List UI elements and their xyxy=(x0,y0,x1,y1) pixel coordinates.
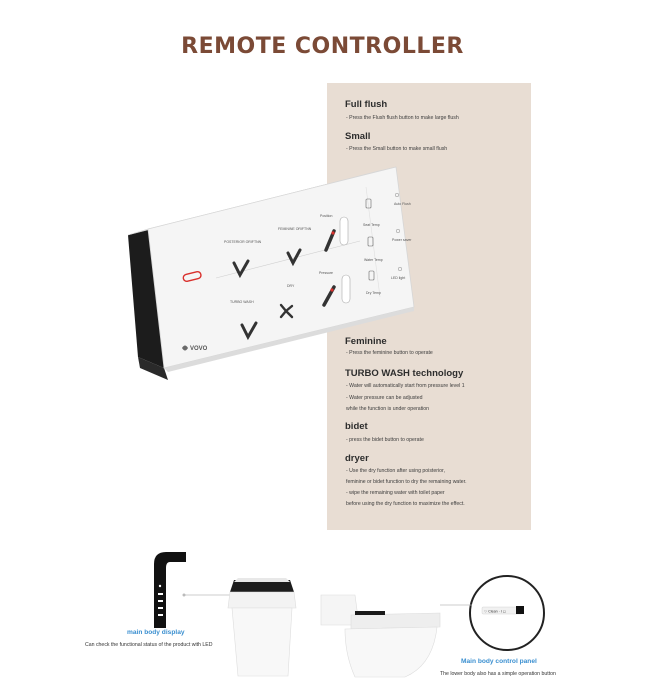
control-panel-zoom xyxy=(468,574,546,652)
label-power-saver: Power saver xyxy=(392,238,412,242)
page-title: REMOTE CONTROLLER xyxy=(181,34,464,59)
label-turbo-wash: TURBO WASH xyxy=(230,300,254,304)
section-line: - Press the Flush flush button to make large flush xyxy=(346,115,459,121)
label-water-temp: Water Temp xyxy=(364,258,383,262)
label-dry-temp: Dry Temp xyxy=(366,291,381,295)
label-seat-temp: Seat Temp xyxy=(363,223,380,227)
section-line: - wipe the remaining water with toilet paper xyxy=(346,490,445,496)
section-heading-feminine: Feminine xyxy=(345,336,387,347)
section-heading-bidet: bidet xyxy=(345,421,368,432)
label-auto-flush: Auto Flush xyxy=(394,202,411,206)
caption-control-panel-title: Main body control panel xyxy=(461,658,537,665)
label-feminine: FEMININE ORIFTNN xyxy=(278,227,312,231)
caption-control-panel-desc: The lower body also has a simple operation button xyxy=(440,671,556,677)
remote-controller-drawing xyxy=(128,165,418,393)
section-heading-turbo-wash: TURBO WASH technology xyxy=(345,368,464,379)
toilet-front-image xyxy=(224,568,304,678)
label-led-light: LED light xyxy=(391,276,406,280)
section-heading-dryer: dryer xyxy=(345,453,369,464)
section-line: feminine or bidet function to dry the remaining water. xyxy=(346,479,467,485)
caption-main-body-display-desc: Can check the functional status of the product with LED xyxy=(85,642,213,648)
caption-main-body-display-title: main body display xyxy=(127,629,185,636)
remote-controller-image xyxy=(128,165,418,393)
callout-line xyxy=(440,600,474,610)
label-dry: DRY xyxy=(287,284,295,288)
section-line: while the function is under operation xyxy=(346,406,430,412)
section-line: - Water pressure can be adjusted xyxy=(346,395,423,401)
label-position: Position xyxy=(320,214,333,218)
section-line: - Press the Small button to make small flush xyxy=(346,146,448,152)
section-line: - Use the dry function after using poisterior, xyxy=(346,468,445,474)
label-pressure: Pressure xyxy=(319,271,334,275)
brand-logo: VOVO xyxy=(190,346,208,352)
section-heading-small: Small xyxy=(345,131,371,142)
section-line: - press the bidet button to operate xyxy=(346,437,424,443)
section-line: - Water will automatically start from pressure level 1 xyxy=(346,383,465,389)
toilet-side-image xyxy=(315,585,445,680)
svg-text:♡ Clean · Ⅰ ◻: ♡ Clean · Ⅰ ◻ xyxy=(484,609,506,614)
label-posterior: POSTERIOR ORIFTNN xyxy=(224,240,262,244)
section-line: - Press the feminine button to operate xyxy=(346,350,433,356)
section-line: before using the dry function to maximize the effect. xyxy=(346,501,465,507)
section-heading-full-flush: Full flush xyxy=(345,99,388,110)
